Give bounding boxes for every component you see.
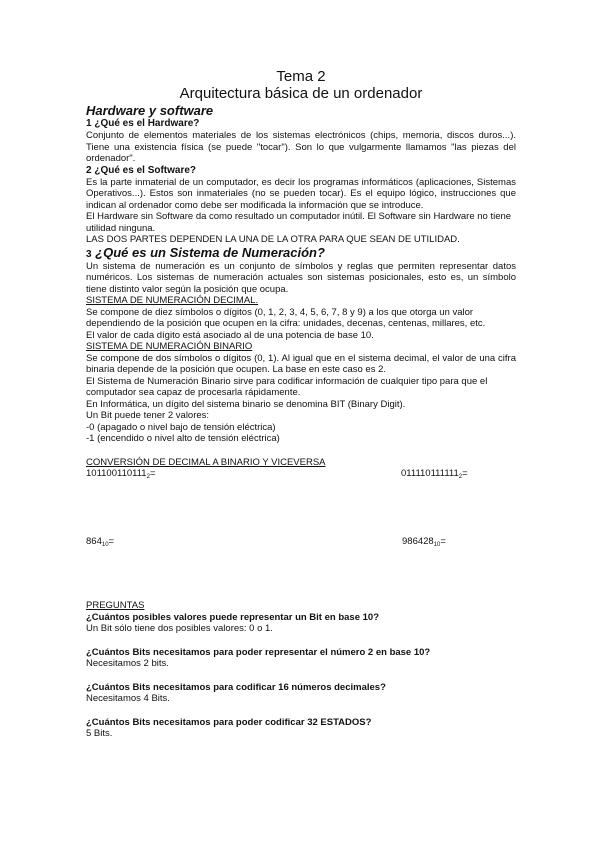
binario-text: Se compone de dos símbolos o dígitos (0, 1). Al igual que en el sistema decimal, el valor de una cifra binaria depende de la posición que ocupen. La base en este caso es 2. — [86, 352, 516, 375]
bit-value-0: -0 (apagado o nivel bajo de tensión eléctrica) — [86, 421, 276, 433]
decimal-title: SISTEMA DE NUMERACIÓN DECIMAL. — [86, 295, 259, 306]
answer-text: Un Bit sólo tiene dos posibles valores: 0 o 1. — [86, 623, 273, 634]
question-item — [86, 682, 516, 705]
question-text: ¿Cuántos Bits necesitamos para codificar 16 números decimales? — [86, 681, 386, 693]
binary-row — [86, 468, 516, 480]
decimal-text-2: El valor de cada dígito está asociado al de una potencia de base 10. — [86, 329, 374, 341]
section-heading-text: ¿Qué es un Sistema de Numeración? — [95, 244, 325, 260]
software-definition: Es la parte inmaterial de un computador, es decir los programas informáticos (aplicaciones, Sistemas Operativos...). Estos son inmateriales (no se pueden tocar). Es el equipo lógico, instrucciones que indican al ordenador como debe ser modificada la información que se introduce. — [86, 176, 516, 211]
answer-text: Necesitamos 4 Bits. — [86, 693, 170, 704]
binario-text-4: Un Bit puede tener 2 valores: — [86, 410, 210, 421]
binary-number-1: $101100110111_2=$ — [86, 468, 156, 480]
doc-title: Tema 2 — [276, 68, 326, 85]
decimal-text: Se compone de diez símbolos o dígitos (0, 1, 2, 3, 4, 5, 6, 7, 8 y 9) a los que otorga un valor dependiendo de la posición que ocupen en la cifra: unidades, decenas, centenas, millares, etc. — [86, 306, 486, 329]
question-text: ¿Cuántos posibles valores puede representar un Bit en base 10? — [86, 611, 380, 623]
binario-title: SISTEMA DE NUMERACIÓN BINARIO — [86, 341, 253, 352]
answer-text: Necesitamos 2 bits. — [86, 658, 169, 669]
decimal-number-2: $986428_{10}=$ — [402, 536, 446, 548]
decimal-number-1: $864_{10}=$ — [86, 536, 115, 548]
question-software: 2 ¿Qué es el Software? — [86, 164, 197, 176]
dependency-note: LAS DOS PARTES DEPENDEN LA UNA DE LA OTRA PARA QUE SEAN DE UTILIDAD. — [86, 234, 460, 245]
numeracion-intro: Un sistema de numeración es un conjunto de símbolos y reglas que permiten representar datos numéricos. Los sistemas de numeración actuales son sistemas posicionales, esto es, un símbolo tiene distinto valor según la posición que ocupa. — [86, 260, 516, 295]
document-page — [86, 68, 516, 740]
question-text: ¿Cuántos Bits necesitamos para poder representar el número 2 en base 10? — [86, 646, 431, 658]
binario-text-3: En Informática, un dígito del sistema binario se denomina BIT (Binary Digit). — [86, 398, 406, 410]
question-hardware: 1 ¿Qué es el Hardware? — [86, 118, 200, 129]
question-item — [86, 612, 516, 635]
section-number: 3 — [86, 248, 92, 260]
software-note: El Hardware sin Software da como resultado un computador inútil. El Software sin Hardware no tiene utilidad ninguna. — [86, 211, 512, 234]
question-item — [86, 647, 516, 670]
binario-text-2: El Sistema de Numeración Binario sirve para codificar información de cualquier tipo para que el computador sea capaz de procesarla rápidamente. — [86, 375, 488, 398]
conversion-title: CONVERSIÓN DE DECIMAL A BINARIO Y VICEVERSA — [86, 456, 326, 468]
question-item — [86, 717, 516, 740]
section-heading-numeracion — [86, 246, 516, 261]
question-text: ¿Cuántos Bits necesitamos para poder codificar 32 ESTADOS? — [86, 716, 372, 728]
hardware-definition: Conjunto de elementos materiales de los sistemas electrónicos (chips, memoria, discos duros...). Tiene una existencia física (se puede "tocar"). Son lo que vulgarmente llamamos "las piezas del ordenador". — [86, 130, 516, 164]
answer-text: 5 Bits. — [86, 728, 113, 739]
binary-number-2: $011110111111_2=$ — [401, 468, 468, 480]
questions-title: PREGUNTAS — [86, 600, 145, 611]
bit-value-1: -1 (encendido o nivel alto de tensión eléctrica) — [86, 433, 280, 444]
decimal-row — [86, 536, 516, 548]
doc-subtitle: Arquitectura básica de un ordenador — [179, 85, 423, 102]
section-heading-hardware-software: Hardware y software — [86, 103, 214, 118]
